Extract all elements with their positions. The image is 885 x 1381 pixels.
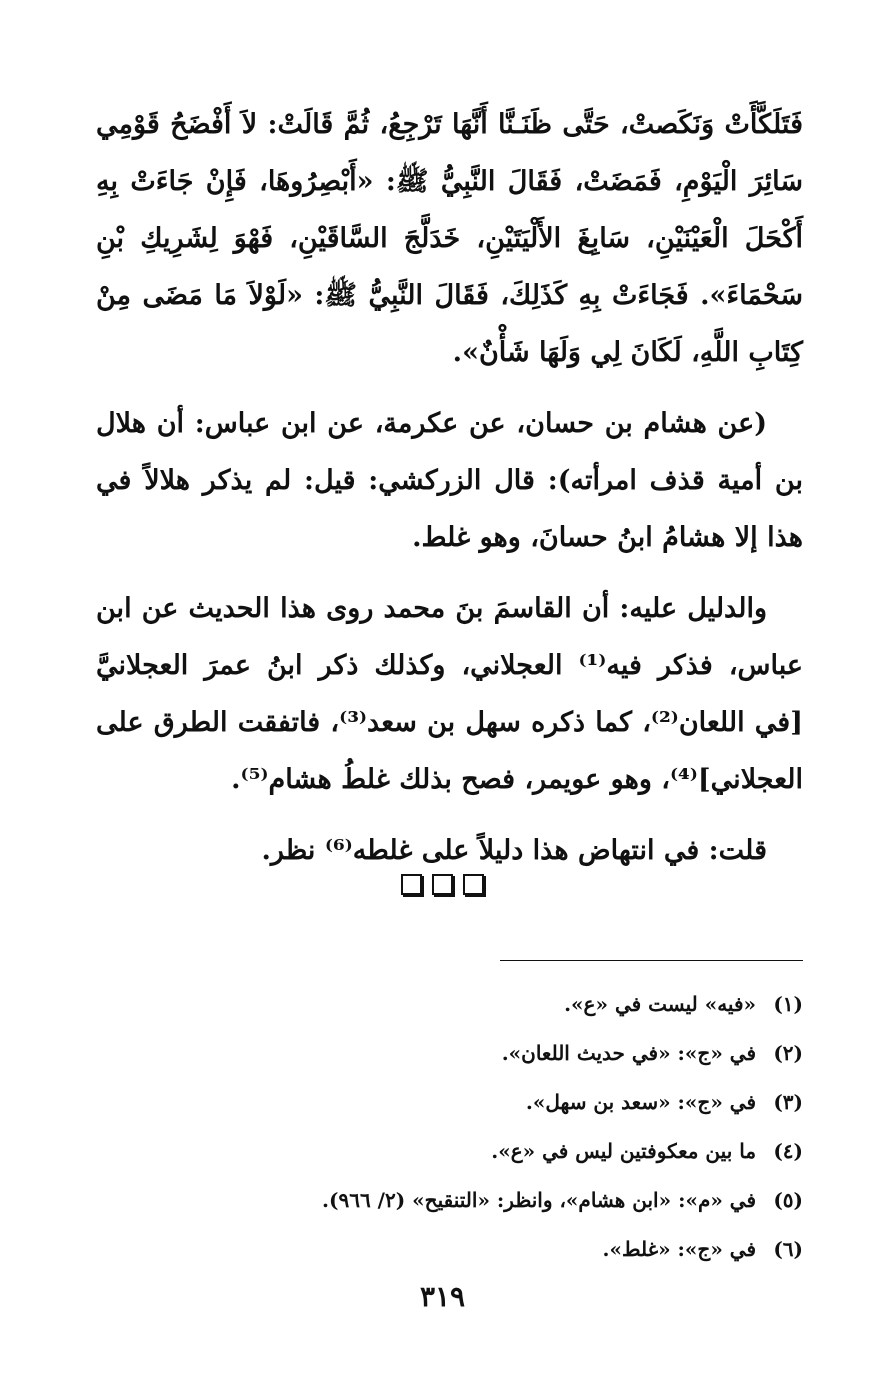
- footnote-text: ما بين معكوفتين ليس في «ع».: [491, 1139, 757, 1163]
- footnote-number: (٦): [773, 1237, 803, 1261]
- footnote-divider: [500, 960, 803, 961]
- footnote-item: [96, 1176, 803, 1225]
- footnote-number: (٤): [773, 1139, 803, 1163]
- separator-square-icon: [463, 874, 484, 895]
- footnote-item: [96, 1078, 803, 1127]
- separator-square-icon: [401, 874, 422, 895]
- footnote-text: في «ج»: «في حديث اللعان».: [501, 1041, 757, 1065]
- footnote-text: في «ج»: «سعد بن سهل».: [525, 1090, 757, 1114]
- footnote-number: (٥): [773, 1188, 803, 1212]
- footnote-item: [96, 980, 803, 1029]
- footnote-item: [96, 1029, 803, 1078]
- separator-square-icon: [432, 874, 453, 895]
- paragraph-commentary-3: قلت: في انتهاض هذا دليلاً على غلطه⁽⁶⁾ نظر.: [261, 835, 767, 866]
- main-text: [96, 96, 803, 879]
- footnote-number: (١): [773, 992, 803, 1016]
- footnote-item: [96, 1127, 803, 1176]
- footnote-number: (٣): [773, 1090, 803, 1114]
- paragraph-commentary-1: (عن هشام بن حسان، عن عكرمة، عن ابن عباس: أن هلال بن أمية قذف امرأته): قال الزركشي: قيل: لم يذكر هلالاً في هذا إلا هشامُ ابنُ حسانَ، وهو غلط.: [96, 408, 803, 553]
- footnote-number: (٢): [773, 1041, 803, 1065]
- footnotes: [96, 980, 803, 1274]
- section-separator: [0, 874, 885, 899]
- footnote-text: «فيه» ليست في «ع».: [564, 992, 757, 1016]
- footnote-text: في «ج»: «غلط».: [602, 1237, 757, 1261]
- footnote-text: في «م»: «ابن هشام»، وانظر: «التنقيح» (٢/ ٩٦٦).: [322, 1188, 757, 1212]
- paragraph-hadith: فَتَلَكَّأَتْ وَنَكَصتْ، حَتَّى ظَنَـنَّا أَنَّهَا تَرْجِعُ، ثُمَّ قَالَتْ: لاَ أَفْضَحُ قَوْمِي سَائِرَ الْيَوْمِ، فَمَضَتْ، فَقَالَ النَّبِيُّ ﷺ: «أَبْصِرُوهَا، فَإِنْ جَاءَتْ بِهِ أَكْحَلَ الْعَيْنَيْنِ، سَابِغَ الأَلْيَتَيْنِ، خَدَلَّجَ السَّاقَيْنِ، فَهْوَ لِشَرِيكِ بْنِ سَحْمَاءَ». فَجَاءَتْ بِهِ كَذَلِكَ، فَقَالَ النَّبِيُّ ﷺ: «لَوْلاَ مَا مَضَى مِنْ كِتَابِ اللَّهِ، لَكَانَ لِي وَلَهَا شَأْنٌ».: [96, 109, 803, 368]
- paragraph-commentary-2: والدليل عليه: أن القاسمَ بنَ محمد روى هذا الحديث عن ابن عباس، فذكر فيه⁽¹⁾ العجلاني، وكذلك ذكر ابنُ عمرَ العجلانيَّ [في اللعان⁽²⁾، كما ذكره سهل بن سعد⁽³⁾، فاتفقت الطرق على العجلاني]⁽⁴⁾، وهو عويمر، فصح بذلك غلطُ هشام⁽⁵⁾.: [96, 593, 803, 795]
- page-number: ٣١٩: [419, 1280, 466, 1313]
- footnote-item: [96, 1225, 803, 1274]
